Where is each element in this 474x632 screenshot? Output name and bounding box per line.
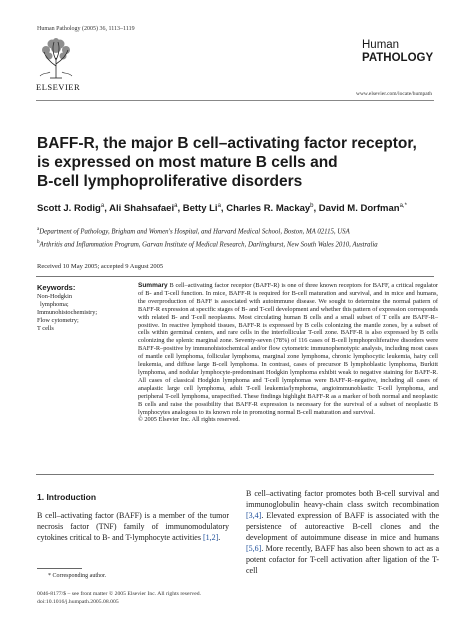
author-affiliation-mark: b [310,203,314,209]
body-text: . [218,533,221,542]
body-text: B cell–activating factor promotes both B-cell survival and immunoglobulin heavy-chain class switch recombination [246,489,439,509]
author-separator: , [177,203,183,215]
abstract-top-divider [36,276,434,277]
intro-paragraph-continued [246,488,439,576]
keyword-item: T cells [37,325,54,332]
received-dates: Received 10 May 2005; accepted 9 August 2005 [37,263,164,270]
body-column-right [246,488,439,576]
title-line: is expressed on most mature B cells and [37,154,338,171]
affiliation-text: Department of Pathology, Brigham and Women's Hospital, and Harvard Medical School, Boston, MA 02115, USA [39,228,350,236]
journal-brand [362,39,432,65]
journal-brand-line2: PATHOLOGY [362,52,434,64]
journal-url-link[interactable]: www.elsevier.com/locate/humpath [355,91,432,97]
intro-paragraph [37,510,229,543]
reference-link[interactable]: [5,6] [246,544,262,553]
page-footer [37,590,201,606]
journal-brand-line1: Human [362,39,400,51]
author-separator: , [313,203,319,215]
title-line: BAFF-R, the major B cell–activating factor receptor, [37,135,417,152]
body-text: B cell–activating factor (BAFF) is a member of the tumor necrosis factor (TNF) family of immunomodulatory cytokines critical to B- and T-lymphocyte activities [37,511,229,542]
footnote-divider [37,568,82,569]
elsevier-tree-logo [36,36,76,80]
copyright-notice: © 2005 Elsevier Inc. All rights reserved. [138,416,241,424]
affiliation-b [37,238,457,249]
author-name: David M. Dorfman [318,203,400,215]
keywords-title: Keywords: [37,283,76,292]
affiliation-a [37,225,457,236]
doi-link[interactable]: doi:10.1016/j.humpath.2005.08.005 [37,599,119,605]
corresponding-author-footnote: * Corresponding author. [48,573,107,579]
publisher-name: ELSEVIER [36,82,81,92]
author-affiliation-mark: a [100,203,105,209]
reference-link[interactable]: [1,2] [202,533,219,542]
author-list [37,203,457,214]
keyword-item: Non-Hodgkin [37,293,72,300]
author-name: Ali Shahsafaei [109,203,175,215]
section-heading: 1. Introduction [37,492,97,502]
affiliation-mark: a [37,227,40,232]
abstract-text: B cell–activating factor receptor (BAFF-R) is one of three known receptors for BAFF, a critical regulator of B- and T-cell function. In mice, BAFF-R is required for B-cell maturation and survival, and in mice and humans, the overproduction of BAFF is associated with autoimmune disease. We sought to determine the normal pattern of BAFF-R expression at specific stages of B- and T-cell development and whether this pattern of expression corresponds with related B- and T-cell neoplasms. Most circulating human B cells and a small subset of T cells are BAFF-R–positive. In reactive lymphoid tissues, BAFF-R is expressed by B cells colonizing the mantle zones, by a subset of cells within germinal centers, and rare cells in the interfollicular T-cell zone. BAFF-R is also expressed by B cells colonizing the splenic marginal zone. Seventy-seven (78%) of 116 cases of B-cell lymphoproliferative disorders were BAFF-R–positive by immunohistochemical and/or flow cytometric immunophenotypic analysis, including most cases of mantle cell lymphoma, follicular lymphoma, marginal zone lymphoma, chronic lymphocytic leukemia, hairy cell leukemia, and diffuse large B-cell lymphoma. In contrast, cases of precursor B lymphoblastic lymphoma, Burkitt lymphoma, and nodular lymphocyte-predominant Hodgkin lymphoma exhibit weak to negative staining for BAFF-R. All cases of classical Hodgkin lymphoma and T-cell lymphomas were BAFF-R–negative, including all cases of anaplastic large cell lymphoma, adult T-cell leukemia/lymphoma, angioimmunoblastic T-cell lymphoma, and peripheral T-cell lymphoma, unspecified. These findings highlight BAFF-R as a marker of both normal and neoplastic B cells and raise the possibility that BAFF-R expression is necessary for the survival of a subset of neoplastic B lymphocytes analogous to its known role in promoting normal B-cell maturation and survival. [138,282,439,416]
keyword-item: lymphoma; [40,301,69,308]
keywords-block [37,283,132,333]
body-text: . Elevated expression of BAFF is associated with the persistence of autoreactive B-cell clones and the development of autoimmune disease in mice and humans [246,511,439,542]
abstract-label: Summary [138,282,168,289]
author-affiliation-mark: a,* [399,203,407,209]
keyword-item: Flow cytometry; [37,317,79,324]
author-name: Charles R. Mackay [226,203,311,215]
author-name: Betty Li [182,203,218,215]
reference-link[interactable]: [3,4] [246,511,262,520]
body-text: . More recently, BAFF has also been shown to act as a potent cofactor for T-cell activation after ligation of the T-cell [246,544,439,575]
footer-copyright-line: 0046-8177/$ – see front matter © 2005 Elsevier Inc. All rights reserved. [37,591,202,597]
abstract-bottom-divider [36,474,434,475]
article-title [37,134,437,191]
journal-reference: Human Pathology (2005) 36, 1113–1119 [37,26,135,32]
affiliation-mark: b [37,240,40,245]
author-separator: , [220,203,227,215]
author-name: Scott J. Rodig [37,203,101,215]
title-line: B-cell lymphoproliferative disorders [37,173,303,190]
keyword-item: Immunohistochemistry; [37,309,98,316]
affiliation-text: Arthritis and Inflammation Program, Garvan Institute of Medical Research, Darlinghurst, New South Wales 2010, Australia [39,241,378,249]
author-affiliation-mark: a [174,203,178,209]
body-column-left [37,490,229,543]
author-affiliation-mark: a [217,203,221,209]
author-separator: , [104,203,110,215]
abstract [138,282,438,424]
header-divider [36,100,434,101]
